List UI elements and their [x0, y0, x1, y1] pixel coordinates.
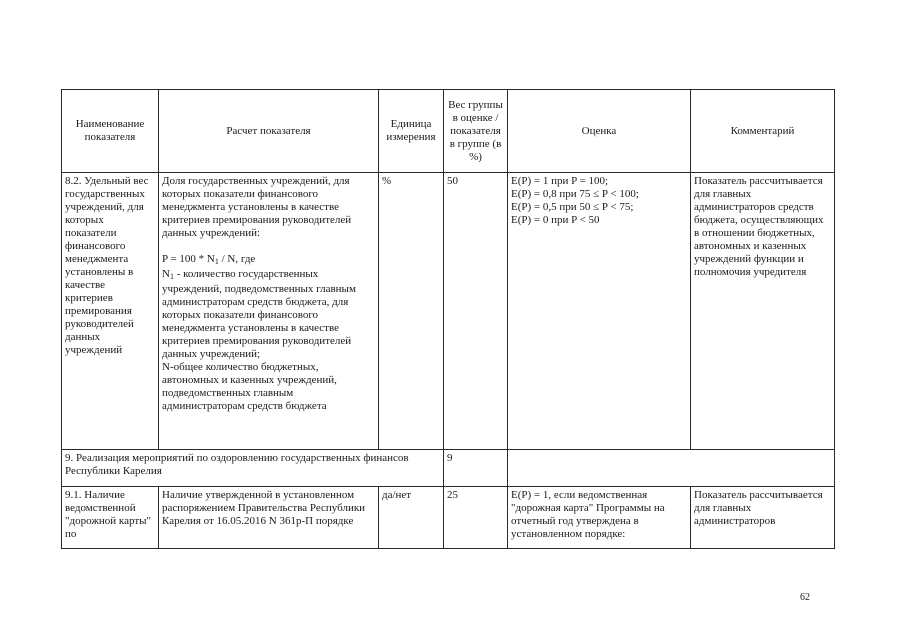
page-number: 62 — [800, 592, 810, 603]
table-header-row — [62, 90, 835, 173]
indicator-weight: 25 — [444, 487, 508, 549]
indicator-evaluation — [508, 173, 691, 450]
indicator-name: 9.1. Наличие ведомственной "дорожной карты" по — [62, 487, 159, 549]
indicators-table — [61, 89, 835, 549]
indicator-weight: 50 — [444, 173, 508, 450]
indicator-calculation — [159, 173, 379, 450]
header-calculation: Расчет показателя — [159, 90, 379, 173]
calc-formula: $P = 100 * N_1 / N$, где — [162, 253, 256, 266]
calc-n-definition: N-общее количество бюджетных, автономных и казенных учреждений, подведомственных главным администраторам средств бюджета — [162, 361, 337, 412]
calc-intro: Доля государственных учреждений, для которых показатели финансового менеджмента установлены в качестве критериев премирования руководителей данных учреждений: — [162, 175, 352, 239]
evaluation-line: E(P) = 0 при P < 50 — [511, 214, 600, 226]
indicator-comment: Показатель рассчитывается для главных администраторов средств бюджета, осуществляющих в отношении бюджетных, автономных и казенных учреждений функции и полномочия учредителя — [691, 173, 835, 450]
header-evaluation: Оценка — [508, 90, 691, 173]
evaluation-line: E(P) = 0,5 при 50 ≤ P < 75; — [511, 201, 634, 213]
evaluation-line: E(P) = 0,8 при 75 ≤ P < 100; — [511, 188, 639, 200]
table-row-9 — [62, 450, 835, 487]
group-weight: 9 — [444, 450, 508, 487]
indicator-calculation: Наличие утвержденной в установленном распоряжением Правительства Республики Карелия от 16.05.2016 N 361р-П порядке — [159, 487, 379, 549]
header-weight: Вес группы в оценке / показателя в группе (в %) — [444, 90, 508, 173]
evaluation-line: E(P) = 1 при P = 100; — [511, 175, 609, 187]
indicator-unit: % — [379, 173, 444, 450]
indicator-unit: да/нет — [379, 487, 444, 549]
table-row-8-2 — [62, 173, 835, 450]
table-row-9-1 — [62, 487, 835, 549]
header-comment: Комментарий — [691, 90, 835, 173]
indicator-evaluation: E(P) = 1, если ведомственная "дорожная карта" Программы на отчетный год утверждена в установленном порядке: — [508, 487, 691, 549]
calc-n1-definition: $N_1$ - количество государственных учреждений, подведомственных главным администраторам средств бюджета, для которых показатели финансового менеджмента установлены в качестве критериев премирования руководителей данных учреждений; — [162, 268, 356, 360]
group-name: 9. Реализация мероприятий по оздоровлению государственных финансов Республики Карелия — [62, 450, 444, 487]
indicator-comment: Показатель рассчитывается для главных администраторов — [691, 487, 835, 549]
header-name: Наименование показателя — [62, 90, 159, 173]
group-empty-cell — [508, 450, 835, 487]
indicator-name: 8.2. Удельный вес государственных учреждений, для которых показатели финансового менеджмента установлены в качестве критериев премирования руководителей данных учреждений — [62, 173, 159, 450]
header-unit: Единица измерения — [379, 90, 444, 173]
